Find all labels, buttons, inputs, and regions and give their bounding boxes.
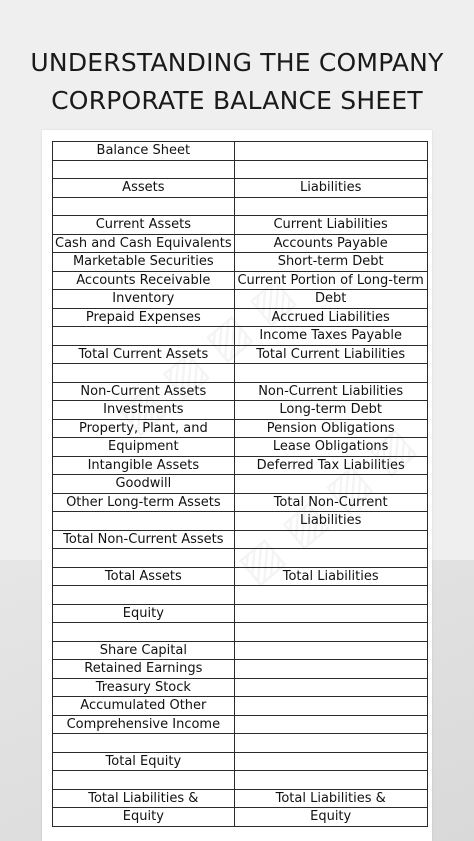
assets-cell (53, 364, 235, 383)
table-row (53, 216, 428, 235)
liabilities-cell: Current Portion of Long-term (234, 271, 427, 290)
liabilities-cell: Non-Current Liabilities (234, 382, 427, 401)
table-row (53, 290, 428, 309)
table-row (53, 604, 428, 623)
liabilities-cell: Income Taxes Payable (234, 327, 427, 346)
liabilities-cell: Current Liabilities (234, 216, 427, 235)
assets-cell: Marketable Securities (53, 253, 235, 272)
liabilities-cell: Long-term Debt (234, 401, 427, 420)
liabilities-cell: Deferred Tax Liabilities (234, 456, 427, 475)
table-row (53, 530, 428, 549)
assets-cell: Balance Sheet (53, 142, 235, 161)
assets-cell: Property, Plant, and (53, 419, 235, 438)
liabilities-cell: Pension Obligations (234, 419, 427, 438)
table-row (53, 197, 428, 216)
liabilities-cell (234, 623, 427, 642)
assets-cell (53, 327, 235, 346)
title-line-1: UNDERSTANDING THE COMPANY (30, 48, 444, 77)
assets-cell: Accounts Receivable (53, 271, 235, 290)
liabilities-cell: Lease Obligations (234, 438, 427, 457)
liabilities-cell (234, 142, 427, 161)
assets-cell: Other Long-term Assets (53, 493, 235, 512)
table-row (53, 456, 428, 475)
table-row (53, 493, 428, 512)
liabilities-cell (234, 586, 427, 605)
table-row (53, 438, 428, 457)
liabilities-cell: Total Liabilities (234, 567, 427, 586)
table-row (53, 475, 428, 494)
assets-cell: Total Non-Current Assets (53, 530, 235, 549)
liabilities-cell (234, 678, 427, 697)
assets-cell: Total Current Assets (53, 345, 235, 364)
table-row (53, 752, 428, 771)
table-row (53, 789, 428, 808)
table-row (53, 308, 428, 327)
assets-cell (53, 160, 235, 179)
table-row (53, 586, 428, 605)
assets-cell: Current Assets (53, 216, 235, 235)
assets-cell (53, 586, 235, 605)
liabilities-cell: Total Current Liabilities (234, 345, 427, 364)
table-row (53, 697, 428, 716)
table-row (53, 179, 428, 198)
table-row (53, 142, 428, 161)
assets-cell: Equity (53, 604, 235, 623)
liabilities-cell: Liabilities (234, 512, 427, 531)
liabilities-cell (234, 530, 427, 549)
liabilities-cell: Total Non-Current (234, 493, 427, 512)
liabilities-cell: Total Liabilities & (234, 789, 427, 808)
assets-cell: Treasury Stock (53, 678, 235, 697)
assets-cell: Cash and Cash Equivalents (53, 234, 235, 253)
liabilities-cell (234, 752, 427, 771)
table-row (53, 253, 428, 272)
assets-cell (53, 197, 235, 216)
liabilities-cell (234, 734, 427, 753)
table-row (53, 419, 428, 438)
page-title (0, 44, 474, 120)
assets-cell: Non-Current Assets (53, 382, 235, 401)
table-row (53, 382, 428, 401)
title-line-2: CORPORATE BALANCE SHEET (51, 86, 423, 115)
assets-cell: Share Capital (53, 641, 235, 660)
assets-cell: Accumulated Other (53, 697, 235, 716)
liabilities-cell (234, 160, 427, 179)
assets-cell: Inventory (53, 290, 235, 309)
assets-cell (53, 734, 235, 753)
table-row (53, 808, 428, 827)
assets-cell: Prepaid Expenses (53, 308, 235, 327)
table-row (53, 234, 428, 253)
assets-cell: Retained Earnings (53, 660, 235, 679)
table-row (53, 327, 428, 346)
assets-cell: Equity (53, 808, 235, 827)
table-row (53, 345, 428, 364)
assets-cell (53, 623, 235, 642)
assets-cell: Comprehensive Income (53, 715, 235, 734)
table-row (53, 678, 428, 697)
liabilities-cell (234, 604, 427, 623)
liabilities-cell: Short-term Debt (234, 253, 427, 272)
liabilities-cell (234, 549, 427, 568)
liabilities-cell (234, 364, 427, 383)
liabilities-cell (234, 197, 427, 216)
liabilities-cell (234, 697, 427, 716)
assets-cell: Investments (53, 401, 235, 420)
table-row (53, 549, 428, 568)
liabilities-cell (234, 475, 427, 494)
assets-cell: Total Assets (53, 567, 235, 586)
balance-sheet-table (52, 141, 428, 827)
liabilities-cell: Debt (234, 290, 427, 309)
assets-cell: Equipment (53, 438, 235, 457)
table-row (53, 734, 428, 753)
table-row (53, 771, 428, 790)
liabilities-cell (234, 641, 427, 660)
table-row (53, 160, 428, 179)
assets-cell: Goodwill (53, 475, 235, 494)
table-row (53, 271, 428, 290)
liabilities-cell: Accounts Payable (234, 234, 427, 253)
table-row (53, 623, 428, 642)
table-row (53, 567, 428, 586)
table-row (53, 715, 428, 734)
liabilities-cell (234, 660, 427, 679)
liabilities-cell (234, 771, 427, 790)
assets-cell: Total Equity (53, 752, 235, 771)
table-row (53, 641, 428, 660)
table-row (53, 660, 428, 679)
liabilities-cell: Accrued Liabilities (234, 308, 427, 327)
assets-cell (53, 771, 235, 790)
assets-cell: Total Liabilities & (53, 789, 235, 808)
assets-cell (53, 549, 235, 568)
assets-cell: Assets (53, 179, 235, 198)
assets-cell: Intangible Assets (53, 456, 235, 475)
table-row (53, 401, 428, 420)
assets-cell (53, 512, 235, 531)
table-row (53, 364, 428, 383)
liabilities-cell (234, 715, 427, 734)
liabilities-cell: Equity (234, 808, 427, 827)
liabilities-cell: Liabilities (234, 179, 427, 198)
table-row (53, 512, 428, 531)
